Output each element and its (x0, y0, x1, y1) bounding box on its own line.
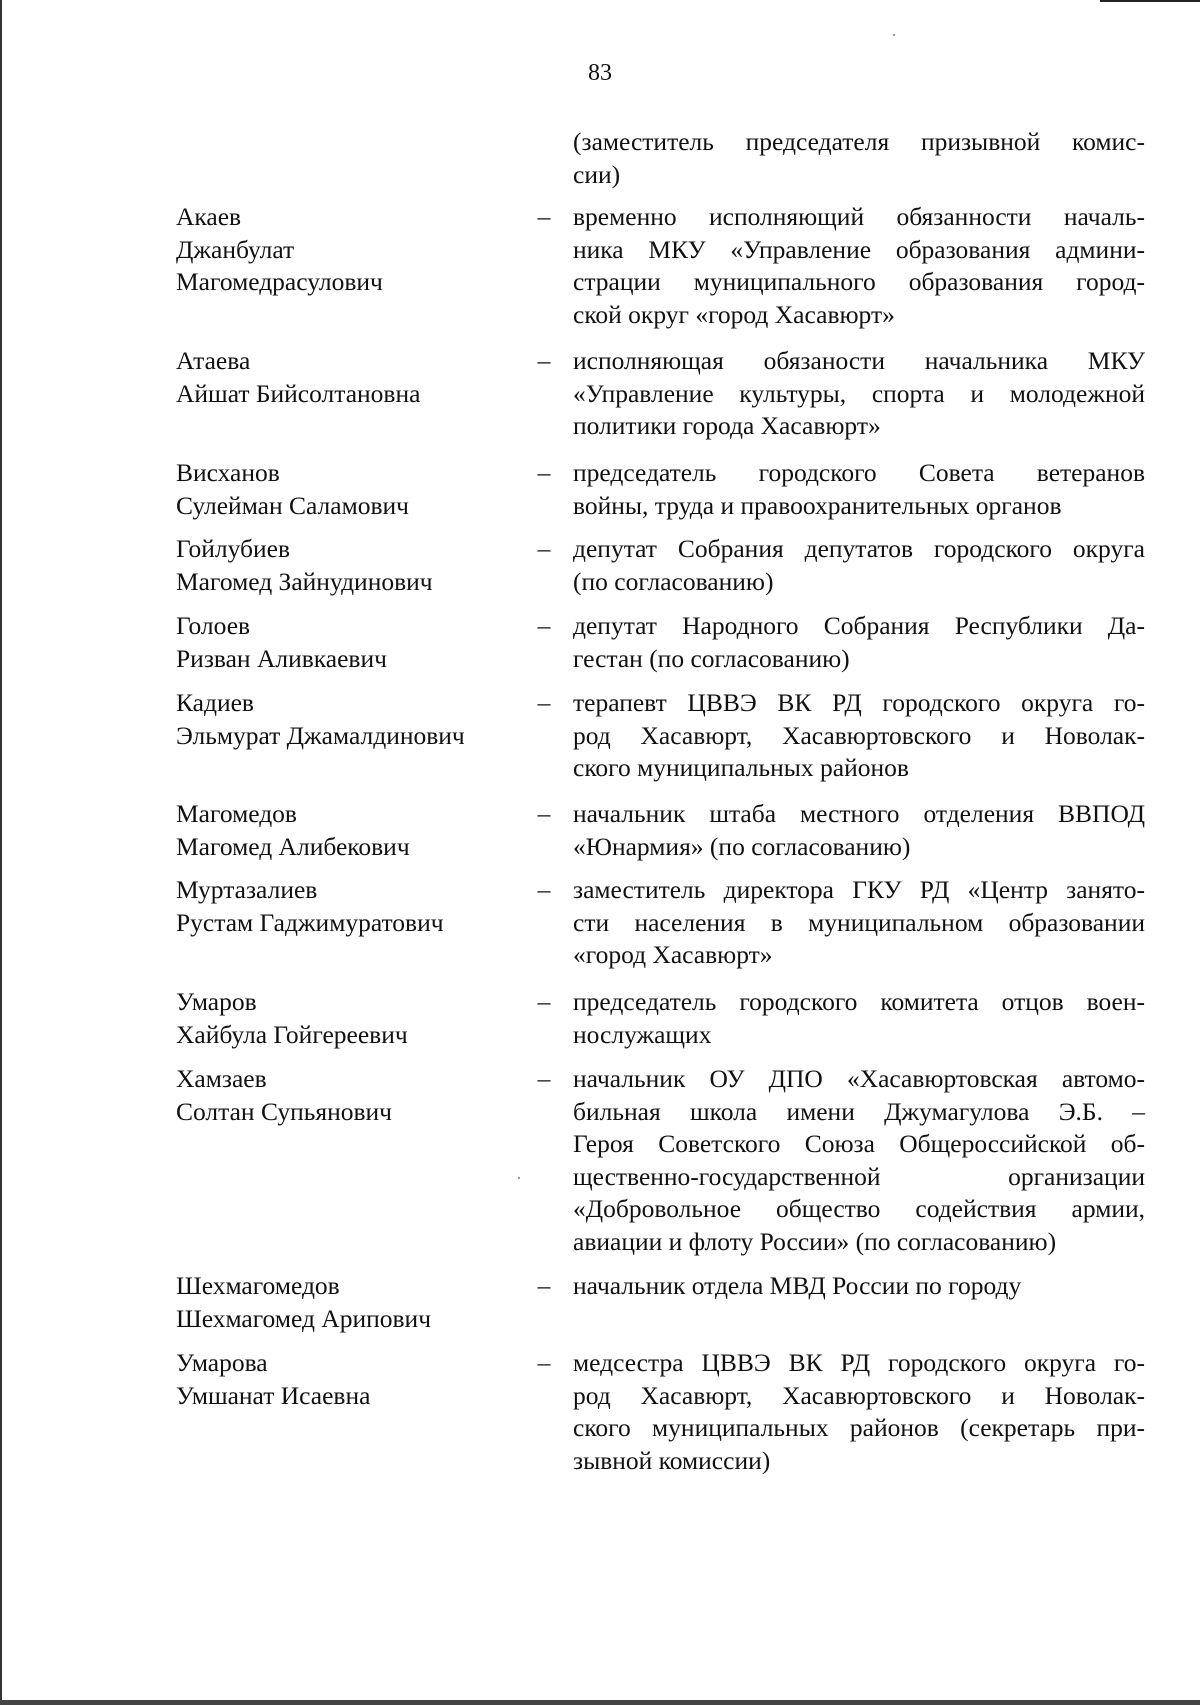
member-given: Эльмурат Джамалдинович (176, 720, 465, 750)
member-surname: Муртазалиев (176, 875, 318, 904)
member-name (176, 610, 506, 675)
role-line: терапевт ЦВВЭ ВК РД городского округа го- (573, 688, 1145, 717)
member-role (573, 345, 1145, 443)
role-line: авиации и флоту России» (по согласованию) (573, 1226, 1057, 1256)
dash-separator: – (537, 1348, 551, 1377)
member-role (573, 610, 1145, 675)
member-surname: Акаев (176, 202, 242, 231)
member-name (176, 1347, 506, 1412)
member-name (176, 1270, 506, 1335)
role-line: щественно-государственной организации (573, 1161, 1145, 1191)
member-given: Хайбула Гойгереевич (176, 1019, 408, 1049)
role-line: ской округ «город Хасавюрт» (573, 299, 895, 329)
member-role (573, 798, 1145, 863)
member-role (573, 1347, 1145, 1477)
intro-line: (заместитель председателя призывной комис- (573, 127, 1145, 156)
role-line: гестан (по согласованию) (573, 643, 850, 673)
member-surname: Шехмагомедов (176, 1271, 340, 1300)
role-line: ника МКУ «Управление образования админи- (573, 234, 1145, 264)
role-line: председатель городского комитета отцов воен- (573, 987, 1145, 1016)
scan-speck (893, 34, 895, 36)
role-line: депутат Собрания депутатов городского округа (573, 534, 1145, 563)
member-surname: Кадиев (176, 688, 254, 717)
member-surname: Умаров (176, 987, 257, 1016)
role-line: депутат Народного Собрания Республики Да- (573, 611, 1145, 640)
role-line: ского муниципальных районов (секретарь при- (573, 1413, 1145, 1442)
scan-border-top (1100, 0, 1200, 8)
member-surname: Атаева (176, 346, 251, 375)
role-line: зывной комиссии) (573, 1445, 771, 1475)
role-line: заместитель директора ГКУ РД «Центр занято- (573, 875, 1145, 904)
member-surname: Магомедов (176, 799, 297, 828)
scan-border-left (0, 0, 2, 1705)
role-line: начальник ОУ ДПО «Хасавюртовская автомо- (573, 1064, 1145, 1093)
member-role (573, 457, 1145, 522)
role-line: род Хасавюрт, Хасавюртовского и Новолак- (573, 1380, 1145, 1410)
role-line: нослужащих (573, 1019, 712, 1049)
member-name (176, 798, 506, 863)
role-line: «город Хасавюрт» (573, 940, 773, 969)
member-role (573, 687, 1145, 785)
member-role (573, 874, 1145, 972)
member-given: Рустам Гаджимуратович (176, 907, 444, 937)
member-patronymic: Магомедрасулович (176, 267, 383, 296)
role-line: начальник отдела МВД России по городу (573, 1271, 1022, 1300)
dash-separator: – (537, 799, 551, 828)
role-line: политики города Хасавюрт» (573, 411, 881, 440)
member-name (176, 345, 506, 410)
role-line: «Добровольное общество содействия армии, (573, 1194, 1145, 1223)
member-role (573, 201, 1145, 331)
role-line: сти населения в муниципальном образовании (573, 907, 1145, 937)
dash-separator: – (537, 534, 551, 563)
dash-separator: – (537, 611, 551, 640)
role-line: «Юнармия» (по согласованию) (573, 831, 911, 861)
member-given: Магомед Зайнудинович (176, 566, 433, 596)
member-name (176, 687, 506, 752)
role-line: медсестра ЦВВЭ ВК РД городского округа го- (573, 1348, 1145, 1377)
member-role (573, 533, 1145, 598)
member-given: Сулейман Саламович (176, 490, 409, 520)
role-line: Героя Советского Союза Общероссийской об- (573, 1129, 1145, 1158)
dash-separator: – (537, 1064, 551, 1093)
role-line: временно исполняющий обязанности началь- (573, 202, 1145, 231)
member-name (176, 201, 506, 299)
role-line: (по согласованию) (573, 566, 774, 596)
scan-border-bottom (0, 1700, 1200, 1705)
intro-line: сии) (573, 159, 621, 189)
member-surname: Умарова (176, 1348, 268, 1377)
member-role (573, 986, 1145, 1051)
role-line: исполняющая обязаности начальника МКУ (573, 346, 1145, 375)
member-given: Магомед Алибекович (176, 831, 410, 861)
dash-separator: – (537, 458, 551, 487)
member-given: Умшанат Исаевна (176, 1380, 371, 1410)
member-surname: Висханов (176, 458, 280, 487)
role-line: страции муниципального образования город- (573, 267, 1145, 296)
role-line: род Хасавюрт, Хасавюртовского и Новолак- (573, 720, 1145, 750)
role-line: начальник штаба местного отделения ВВПОД (573, 799, 1145, 828)
role-line: ского муниципальных районов (573, 753, 909, 782)
role-line: войны, труда и правоохранительных органов (573, 490, 1062, 520)
dash-separator: – (537, 202, 551, 231)
dash-separator: – (537, 688, 551, 717)
member-given: Шехмагомед Арипович (176, 1303, 432, 1333)
member-given: Ризван Аливкаевич (176, 643, 387, 673)
member-role (573, 1063, 1145, 1258)
intro-text (573, 126, 1145, 191)
member-surname: Гойлубиев (176, 534, 291, 563)
role-line: бильная школа имени Джумагулова Э.Б. – (573, 1096, 1145, 1126)
role-line: «Управление культуры, спорта и молодежной (573, 378, 1145, 408)
dash-separator: – (537, 987, 551, 1016)
dash-separator: – (537, 346, 551, 375)
scan-speck (518, 1177, 520, 1179)
role-line: председатель городского Совета ветеранов (573, 458, 1145, 487)
dash-separator: – (537, 1271, 551, 1300)
member-name (176, 874, 506, 939)
dash-separator: – (537, 875, 551, 904)
page-number: 83 (588, 60, 612, 86)
member-given: Джанбулат (176, 234, 295, 264)
member-surname: Голоев (176, 611, 251, 640)
member-name (176, 986, 506, 1051)
member-name (176, 1063, 506, 1128)
member-role (573, 1270, 1145, 1303)
member-given: Айшат Бийсолтановна (176, 378, 421, 408)
member-name (176, 457, 506, 522)
member-name (176, 533, 506, 598)
member-given: Солтан Супьянович (176, 1096, 392, 1126)
member-surname: Хамзаев (176, 1064, 267, 1093)
